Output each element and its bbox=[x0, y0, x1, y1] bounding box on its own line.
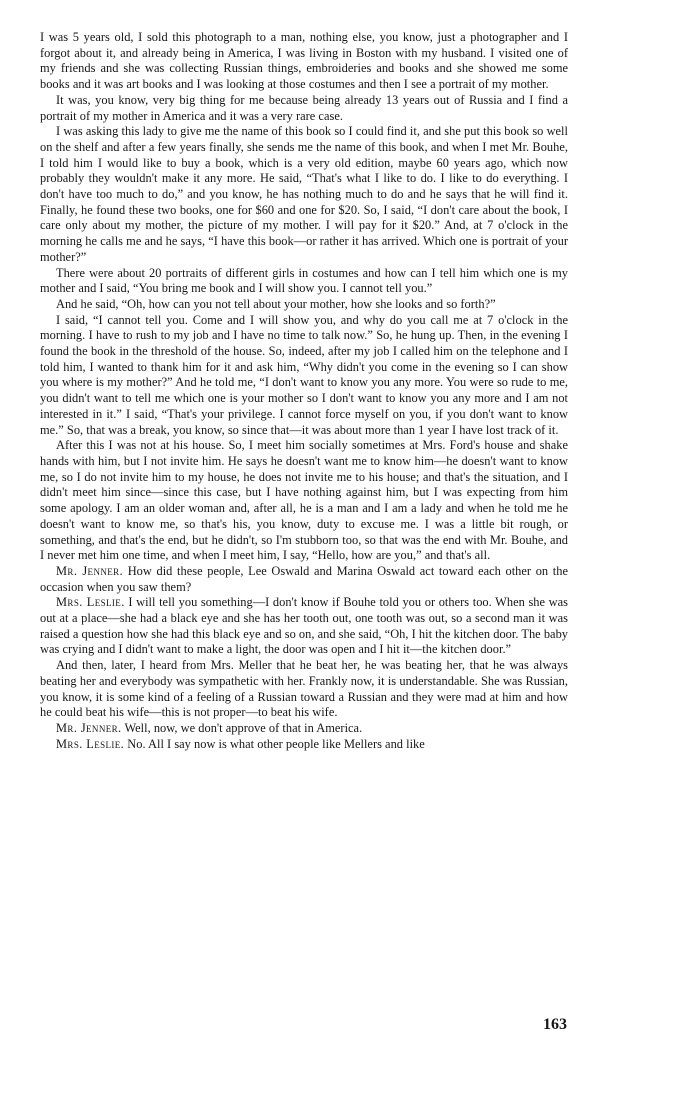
paragraph-text: I said, “I cannot tell you. Come and I will show you, and why do you call me at 7 o'clock in the morning. I have to rush to my job and I have no time to talk now.” So, he hung up. Then, in the evening I found the book in the threshold of the house. So, indeed, after my job I called him on the telephone and I told him, I wanted to thank him for it and ask him, “Why didn't you come in the evening so I can show you where is my mother?” And he told me, “I don't want to know you any more. You were so rude to me, you didn't want to tell me which one is your mother so I don't want to know you any more and I am not interested in it.” I said, “That's your privilege. I cannot force myself on you, if you don't want to know me.” So, that was a break, you know, so since that—it was about more than 1 year I have lost track of it. bbox=[40, 312, 568, 437]
page-number: 163 bbox=[543, 1016, 567, 1033]
paragraph bbox=[40, 266, 568, 297]
paragraph-text: It was, you know, very big thing for me because being already 13 years out of Russia and I find a portrait of my mother in America and it was a very rare case. bbox=[40, 92, 568, 123]
paragraph-text: No. All I say now is what other people like Mellers and like bbox=[124, 736, 425, 751]
paragraph-text: I was asking this lady to give me the name of this book so I could find it, and she put this book so well on the shelf and after a few years finally, she sends me the name of this book, and when I met Mr. Bouhe, I told him I would like to buy a book, which is a very old edition, maybe 60 years ago, which now probably they wouldn't make it any more. He said, “That's what I like to do. I like to do everything. I don't have too much to do,” and you know, he has nothing much to do and he says that he will find it. Finally, he found these two books, one for $60 and one for $20. So, I said, “I don't care about the book, I care only about my mother, the picture of my mother. I will pay for it $20.” And, at 7 o'clock in the morning he calls me and he says, “I have this book—or rather it has arrived. Which one is portrait of your mother?” bbox=[40, 124, 568, 264]
paragraph-text: I will tell you something—I don't know if Bouhe told you or others too. When she was out at a place—she had a black eye and she has her tooth out, one tooth was out, so a second man it was raised a question how she had this black eye and so on, and she said, “Oh, I hit the kitchen door. The baby was crying and I didn't want to make a light, the door was open and I hit it—the kitchen door.” bbox=[40, 595, 568, 657]
paragraph bbox=[40, 737, 568, 753]
paragraph-text: And then, later, I heard from Mrs. Meller that he beat her, he was beating her, that he was always beating her and everybody was sympathetic with her. Frankly now, it is understandable. She was Russian, you know, it is some kind of a feeling of a Russian toward a Russian and they were mad at him and how he could beat his wife—this is not proper—to beat his wife. bbox=[40, 658, 568, 720]
paragraph bbox=[40, 721, 568, 737]
paragraph bbox=[40, 564, 568, 595]
paragraph-text: I was 5 years old, I sold this photograph to a man, nothing else, you know, just a photographer and I forgot about it, and already being in America, I was living in Boston with my husband. I visited one of my friends and she was collecting Russian things, embroideries and books and she showed me some books and it was art books and I was looking at those costumes and then I see a portrait of my mother. bbox=[40, 30, 568, 92]
paragraph bbox=[40, 124, 568, 265]
paragraph bbox=[40, 658, 568, 721]
speaker-label: Mrs. Leslie. bbox=[56, 736, 125, 751]
speaker-label: Mr. Jenner. bbox=[56, 563, 124, 578]
speaker-label: Mr. Jenner. bbox=[56, 720, 122, 735]
paragraph bbox=[40, 438, 568, 564]
paragraph-text: After this I was not at his house. So, I meet him socially sometimes at Mrs. Ford's house and shake hands with him, but I not invite him. He says he doesn't want me to know him—he doesn't want to know me, so I do not invite him to my house, he does not invite me to his house; and that's the situation, and I didn't meet him since—since this case, but I have nothing against him, but I was expecting from him some apology. I am an older woman and, after all, he is a man and I am a lady and when he told me he doesn't want to know me, so that's his, you know, duty to excuse me. I was a little bit rough, or something, and that's the end, but he didn't, so I'm stubborn too, so that was the end with Mr. Bouhe, and I never met him one time, and when I meet him, I say, “Hello, how are you,” and that's all. bbox=[40, 438, 568, 563]
paragraph-text: Well, now, we don't approve of that in America. bbox=[121, 720, 363, 735]
paragraph bbox=[40, 595, 568, 658]
paragraph bbox=[40, 297, 568, 313]
speaker-label: Mrs. Leslie. bbox=[56, 595, 125, 610]
paragraph bbox=[40, 313, 568, 439]
paragraph-text: How did these people, Lee Oswald and Marina Oswald act toward each other on the occasion when you saw them? bbox=[40, 563, 568, 594]
paragraph-text: And he said, “Oh, how can you not tell about your mother, how she looks and so forth?” bbox=[56, 296, 496, 311]
paragraph-text: There were about 20 portraits of different girls in costumes and how can I tell him which one is my mother and I said, “You bring me book and I will show you. I cannot tell you.” bbox=[40, 265, 568, 296]
paragraph bbox=[40, 30, 568, 93]
paragraph bbox=[40, 93, 568, 124]
text-column bbox=[40, 30, 568, 752]
